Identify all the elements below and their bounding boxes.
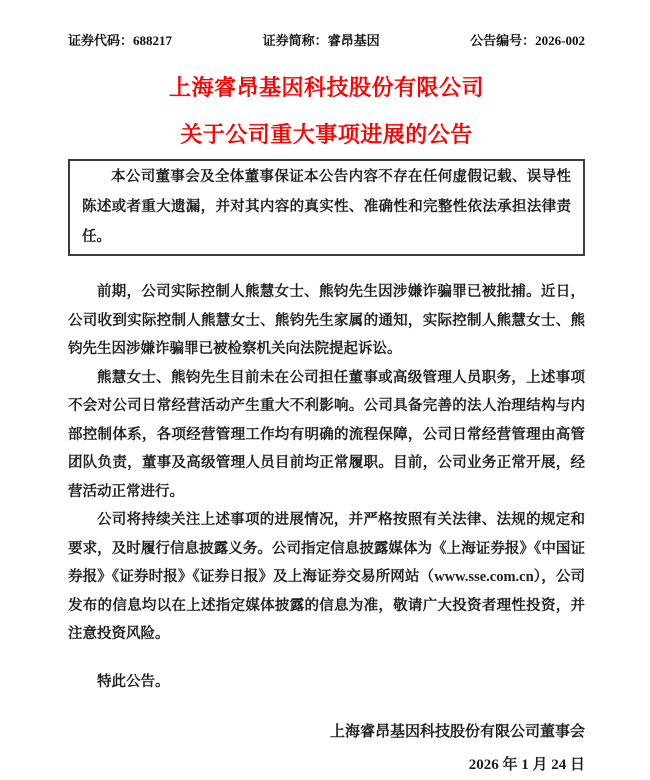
announcement-date: 2026 年 1 月 24 日 [468, 757, 585, 773]
stock-short-name-label: 证券简称：睿昂基因 [262, 33, 380, 48]
document-header [68, 30, 585, 49]
announcement-number-label: 公告编号：2026-002 [470, 33, 585, 48]
body-paragraph-2: 熊慧女士、熊钧先生目前未在公司担任董事或高级管理人员职务，上述事项不会对公司日常经营活动产生重大不利影响。公司具备完善的法人治理结构与内部控制体系，各项经营管理工作均有明确的流程保障，公司日常经营管理由高管团队负责，董事及高级管理人员目前均正常履职。目前，公司业务正常开展，经营活动正常进行。 [68, 369, 585, 500]
closing-remark: 特此公告。 [97, 673, 170, 690]
disclaimer-text: 本公司董事会及全体董事保证本公告内容不存在任何虚假记载、误导性陈述或者重大遗漏，并对其内容的真实性、准确性和完整性依法承担法律责任。 [82, 169, 571, 245]
company-name-title: 上海睿昂基因科技股份有限公司 [168, 75, 484, 100]
announcement-subject-title: 关于公司重大事项进展的公告 [180, 122, 473, 147]
board-signature: 上海睿昂基因科技股份有限公司董事会 [329, 724, 585, 740]
body-paragraph-1: 前期，公司实际控制人熊慧女士、熊钧先生因涉嫌诈骗罪已被批捕。近日，公司收到实际控制人熊慧女士、熊钧先生家属的通知，实际控制人熊慧女士、熊钧先生因涉嫌诈骗罪已被检察机关向法院提起诉讼。 [68, 284, 585, 357]
disclaimer-box [68, 159, 585, 256]
document-body [68, 278, 585, 649]
body-paragraph-3: 公司将持续关注上述事项的进展情况，并严格按照有关法律、法规的规定和要求，及时履行信息披露义务。公司指定信息披露媒体为《上海证券报》《中国证券报》《证券时报》《证券日报》及上海证券交易所网站（www.sse.com.cn），公司发布的信息均以在上述指定媒体披露的信息为准，敬请广大投资者理性投资，并注意投资风险。 [68, 512, 585, 642]
stock-code-label: 证券代码：688217 [68, 33, 173, 48]
